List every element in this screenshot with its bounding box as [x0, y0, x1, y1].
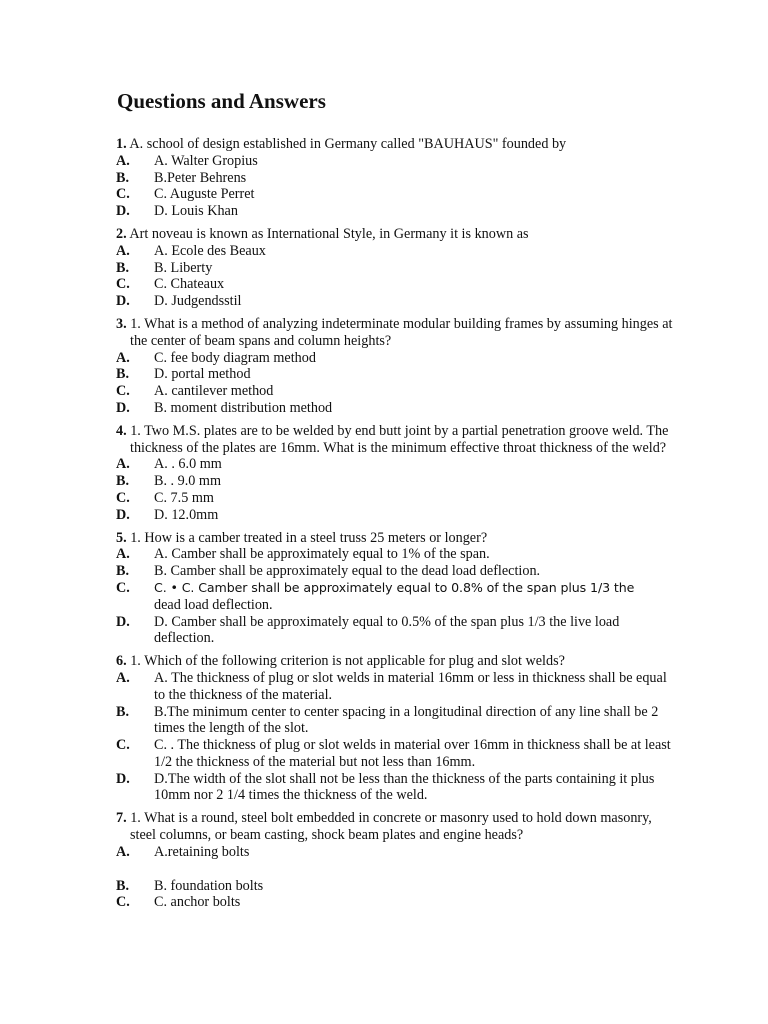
option-text-line: C. • C. Camber shall be approximately equal to 0.8% of the span plus 1/3 the — [154, 579, 635, 595]
option-text: C. anchor bolts — [154, 894, 241, 911]
question-number: 4. — [116, 422, 127, 439]
answer-option — [116, 350, 676, 367]
answer-option — [116, 878, 676, 895]
answer-option — [116, 400, 676, 417]
option-letter: D. — [116, 613, 130, 630]
question-list — [116, 136, 676, 917]
question-block — [116, 226, 676, 310]
option-letter: C. — [116, 489, 130, 506]
answer-option — [116, 614, 676, 648]
option-letter: C. — [116, 737, 130, 754]
option-text — [154, 580, 676, 614]
question-text — [116, 653, 676, 670]
option-text: B. moment distribution method — [154, 399, 333, 416]
answer-option — [116, 153, 676, 170]
answer-option — [116, 737, 676, 771]
question-text — [116, 810, 676, 844]
question-text — [116, 316, 676, 350]
option-text: A. Ecole des Beaux — [154, 242, 266, 259]
option-text: B.Peter Behrens — [154, 169, 247, 186]
option-letter: D. — [116, 770, 130, 787]
question-text — [116, 226, 676, 243]
spacer — [116, 861, 676, 878]
answer-option — [116, 366, 676, 383]
option-text: D. 12.0mm — [154, 506, 219, 523]
option-text: B.The minimum center to center spacing in a longitudinal direction of any line shall be 2 times the length of the slot. — [154, 703, 659, 737]
option-letter: B. — [116, 366, 130, 383]
question-number: 1. — [116, 136, 127, 152]
option-text: D. Camber shall be approximately equal to 0.5% of the span plus 1/3 the live load deflection. — [154, 613, 620, 647]
option-text: A. Walter Gropius — [154, 152, 258, 169]
option-text: A. The thickness of plug or slot welds in material 16mm or less in thickness shall be equal to the thickness of the material. — [154, 669, 667, 703]
answer-option — [116, 490, 676, 507]
option-letter: B. — [116, 169, 130, 186]
answer-option — [116, 473, 676, 490]
answer-option — [116, 670, 676, 704]
option-letter: C. — [116, 276, 130, 293]
answer-option — [116, 456, 676, 473]
option-letter: B. — [116, 877, 130, 894]
answer-option — [116, 203, 676, 220]
option-letter: A. — [116, 669, 130, 686]
question-block — [116, 530, 676, 648]
option-text: A. . 6.0 mm — [154, 456, 222, 473]
option-text: B. Liberty — [154, 259, 213, 276]
answer-option — [116, 507, 676, 524]
option-letter: C. — [116, 579, 130, 596]
question-block — [116, 423, 676, 524]
option-letter: C. — [116, 894, 130, 911]
question-prompt: 1. Which of the following criterion is not applicable for plug and slot welds? — [130, 653, 565, 670]
question-prompt: A. school of design established in Germany called "BAUHAUS" founded by — [129, 136, 567, 152]
option-letter: B. — [116, 703, 130, 720]
answer-option — [116, 293, 676, 310]
option-text: C. 7.5 mm — [154, 489, 214, 506]
question-prompt: 1. How is a camber treated in a steel truss 25 meters or longer? — [130, 529, 488, 546]
option-letter: A. — [116, 456, 130, 473]
option-letter: D. — [116, 203, 130, 220]
option-text: C. fee body diagram method — [154, 349, 316, 366]
answer-option — [116, 243, 676, 260]
answer-option — [116, 186, 676, 203]
option-text: B. foundation bolts — [154, 877, 264, 894]
option-letter: B. — [116, 259, 130, 276]
option-text: C. Chateaux — [154, 276, 225, 293]
option-text: D. Louis Khan — [154, 203, 238, 220]
question-prompt: 1. Two M.S. plates are to be welded by end butt joint by a partial penetration groove weld. The thickness of the plates are 16mm. What is the minimum effective throat thickness of the weld? — [130, 422, 669, 456]
option-text: D. portal method — [154, 366, 251, 383]
answer-option — [116, 580, 676, 614]
option-text: A. Camber shall be approximately equal to 1% of the span. — [154, 546, 490, 563]
answer-option — [116, 546, 676, 563]
question-text — [116, 423, 676, 457]
option-letter: C. — [116, 186, 130, 203]
question-block — [116, 810, 676, 911]
option-text-line: dead load deflection. — [154, 596, 273, 613]
answer-option — [116, 383, 676, 400]
option-text: C. Auguste Perret — [154, 186, 255, 203]
option-letter: B. — [116, 473, 130, 490]
question-number: 3. — [116, 315, 127, 332]
question-number: 5. — [116, 529, 127, 546]
answer-option — [116, 771, 676, 805]
question-text — [116, 530, 676, 547]
question-number: 6. — [116, 653, 127, 670]
option-text: D. Judgendsstil — [154, 293, 242, 310]
option-letter: A. — [116, 546, 130, 563]
option-text: C. . The thickness of plug or slot welds in material over 16mm in thickness shall be at least 1/2 the thickness of the material but not less than 16mm. — [154, 737, 671, 770]
question-prompt: Art noveau is known as International Style, in Germany it is known as — [129, 225, 529, 242]
question-prompt: 1. What is a method of analyzing indeterminate modular building frames by assuming hinges at the center of beam spans and column heights? — [130, 315, 673, 349]
option-letter: C. — [116, 383, 130, 400]
answer-option — [116, 170, 676, 187]
question-block — [116, 136, 676, 220]
answer-option — [116, 704, 676, 738]
option-letter: D. — [116, 399, 130, 416]
question-number: 7. — [116, 810, 127, 827]
option-letter: D. — [116, 506, 130, 523]
question-number: 2. — [116, 225, 127, 242]
answer-option — [116, 260, 676, 277]
option-letter: A. — [116, 843, 130, 860]
option-text: A. cantilever method — [154, 383, 274, 400]
question-text — [116, 136, 676, 153]
question-prompt: 1. What is a round, steel bolt embedded in concrete or masonry used to hold down masonry, steel columns, or beam casting, shock beam plates and engine heads? — [130, 810, 652, 844]
question-block — [116, 653, 676, 804]
option-text: A.retaining bolts — [154, 843, 250, 860]
answer-option — [116, 844, 676, 861]
option-text: B. . 9.0 mm — [154, 473, 222, 490]
option-text: D.The width of the slot shall not be less than the thickness of the parts containing it plus 10mm nor 2 1/4 times the thickness of the weld. — [154, 770, 655, 804]
option-letter: D. — [116, 293, 130, 310]
option-letter: A. — [116, 152, 130, 169]
option-text: B. Camber shall be approximately equal to the dead load deflection. — [154, 563, 541, 580]
answer-option — [116, 894, 676, 911]
question-block — [116, 316, 676, 417]
option-letter: A. — [116, 242, 130, 259]
option-letter: A. — [116, 349, 130, 366]
page-title: Questions and Answers — [117, 89, 326, 113]
option-letter: B. — [116, 563, 130, 580]
answer-option — [116, 563, 676, 580]
answer-option — [116, 276, 676, 293]
